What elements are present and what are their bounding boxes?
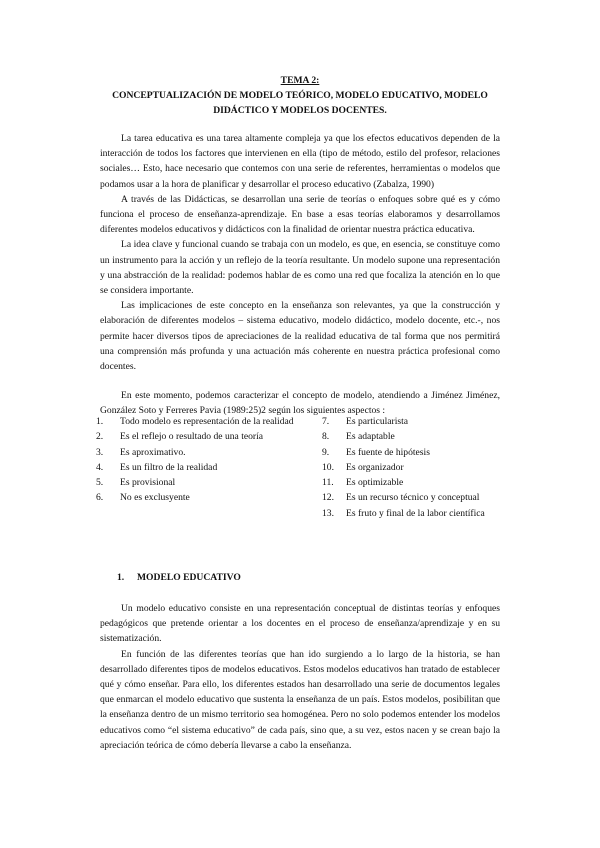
section-title: MODELO EDUCATIVO: [137, 572, 241, 583]
intro-section: [100, 131, 500, 419]
list-item: 2. Es el reflejo o resultado de una teoría: [96, 431, 264, 443]
list-item: 4. Es un filtro de la realidad: [96, 461, 218, 473]
list-item: 1. Todo modelo es representación de la realidad: [96, 416, 294, 427]
list-item: 9. Es fuente de hipótesis: [322, 446, 430, 458]
paragraph: Un modelo educativo consiste en una representación conceptual de distintas teorías y enfoques pedagógicos que pretende orientar a los docentes en el proceso de enseñanza/aprendizaje y en su sistematización.: [100, 603, 500, 645]
paragraph: En este momento, podemos caracterizar el concepto de modelo, atendiendo a Jiménez Jiménez, González Soto y Ferreres Pavia (1989:25)2 según los siguientes aspectos :: [100, 390, 500, 417]
section-heading: [117, 572, 241, 583]
section1-body: [100, 601, 500, 753]
aspects-list-left: [96, 414, 296, 506]
aspects-list-right: [322, 414, 522, 521]
list-item: 6. No es exclusyente: [96, 492, 190, 504]
section-number: 1.: [117, 572, 125, 583]
title-line-2: DIDÁCTICO Y MODELOS DOCENTES.: [213, 105, 387, 116]
list-item: 3. Es aproximativo.: [96, 446, 186, 458]
paragraph: La idea clave y funcional cuando se trabaja con un modelo, es que, en esencia, se constituye como un instrumento para la acción y un reflejo de la teoría resultante. Un modelo supone una representación y una abstracción de la realidad: podemos hablar de es como una red que focaliza la atención en lo que se considera importante.: [100, 239, 500, 297]
document-title: [80, 73, 520, 118]
paragraph: En función de las diferentes teorías que han ido surgiendo a lo largo de la historia, se han desarrollado diferentes tipos de modelos educativos. Estos modelos educativos han tratado de establecer qué y cómo enseñar. Para ello, los diferentes estados han desarrollado una serie de documentos legales que enmarcan el modelo educativo que sustenta la enseñanza de un país. Estos modelos, posibilitan que la enseñanza dentro de un mismo territorio sea homogénea. Pero no solo podemos entender los modelos educativos como “el sistema educativo” de cada país, sino que, a su vez, estos nacen y se crean bajo la apreciación teórica de cómo debería llevarse a cabo la enseñanza.: [100, 648, 500, 751]
topic-number: TEMA 2:: [280, 75, 320, 86]
list-item: 8. Es adaptable: [322, 431, 395, 443]
title-line-1: CONCEPTUALIZACIÓN DE MODELO TEÓRICO, MODELO EDUCATIVO, MODELO: [112, 90, 488, 101]
list-item: 13. Es fruto y final de la labor científica: [322, 507, 485, 519]
list-item: 12. Es un recurso técnico y conceptual: [322, 492, 480, 504]
paragraph: Las implicaciones de este concepto en la enseñanza son relevantes, ya que la construcción y elaboración de diferentes modelos – sistema educativo, modelo didáctico, modelo docente, etc.-, nos permite hacer diversos tipos de apreciaciones de la realidad educativa de tal forma que nos permitirá una comprensión más profunda y una actuación más coherente en nuestra práctica profesional como docentes.: [100, 300, 500, 373]
paragraph: A través de las Didácticas, se desarrollan una serie de teorías o enfoques sobre qué es y cómo funciona el proceso de enseñanza-aprendizaje. En base a esas teorías elaboramos y desarrollamos diferentes modelos educativos y didácticos con la finalidad de orientar nuestra práctica educativa.: [100, 193, 500, 236]
list-item: 5. Es provisional: [96, 477, 176, 489]
paragraph: La tarea educativa es una tarea altamente compleja ya que los efectos educativos dependen de la interacción de todos los factores que intervienen en ella (tipo de método, estilo del profesor, relaciones sociales… Esto, hace necesario que contemos con una serie de referentes, herramientas o modelos que podamos usar a la hora de planificar y desarrollar el proceso educativo (Zabalza, 1990): [100, 133, 500, 190]
list-item: 11. Es optimizable: [322, 477, 404, 489]
list-item: 10. Es organizador: [322, 461, 404, 473]
list-item: 7. Es particularista: [322, 416, 409, 427]
